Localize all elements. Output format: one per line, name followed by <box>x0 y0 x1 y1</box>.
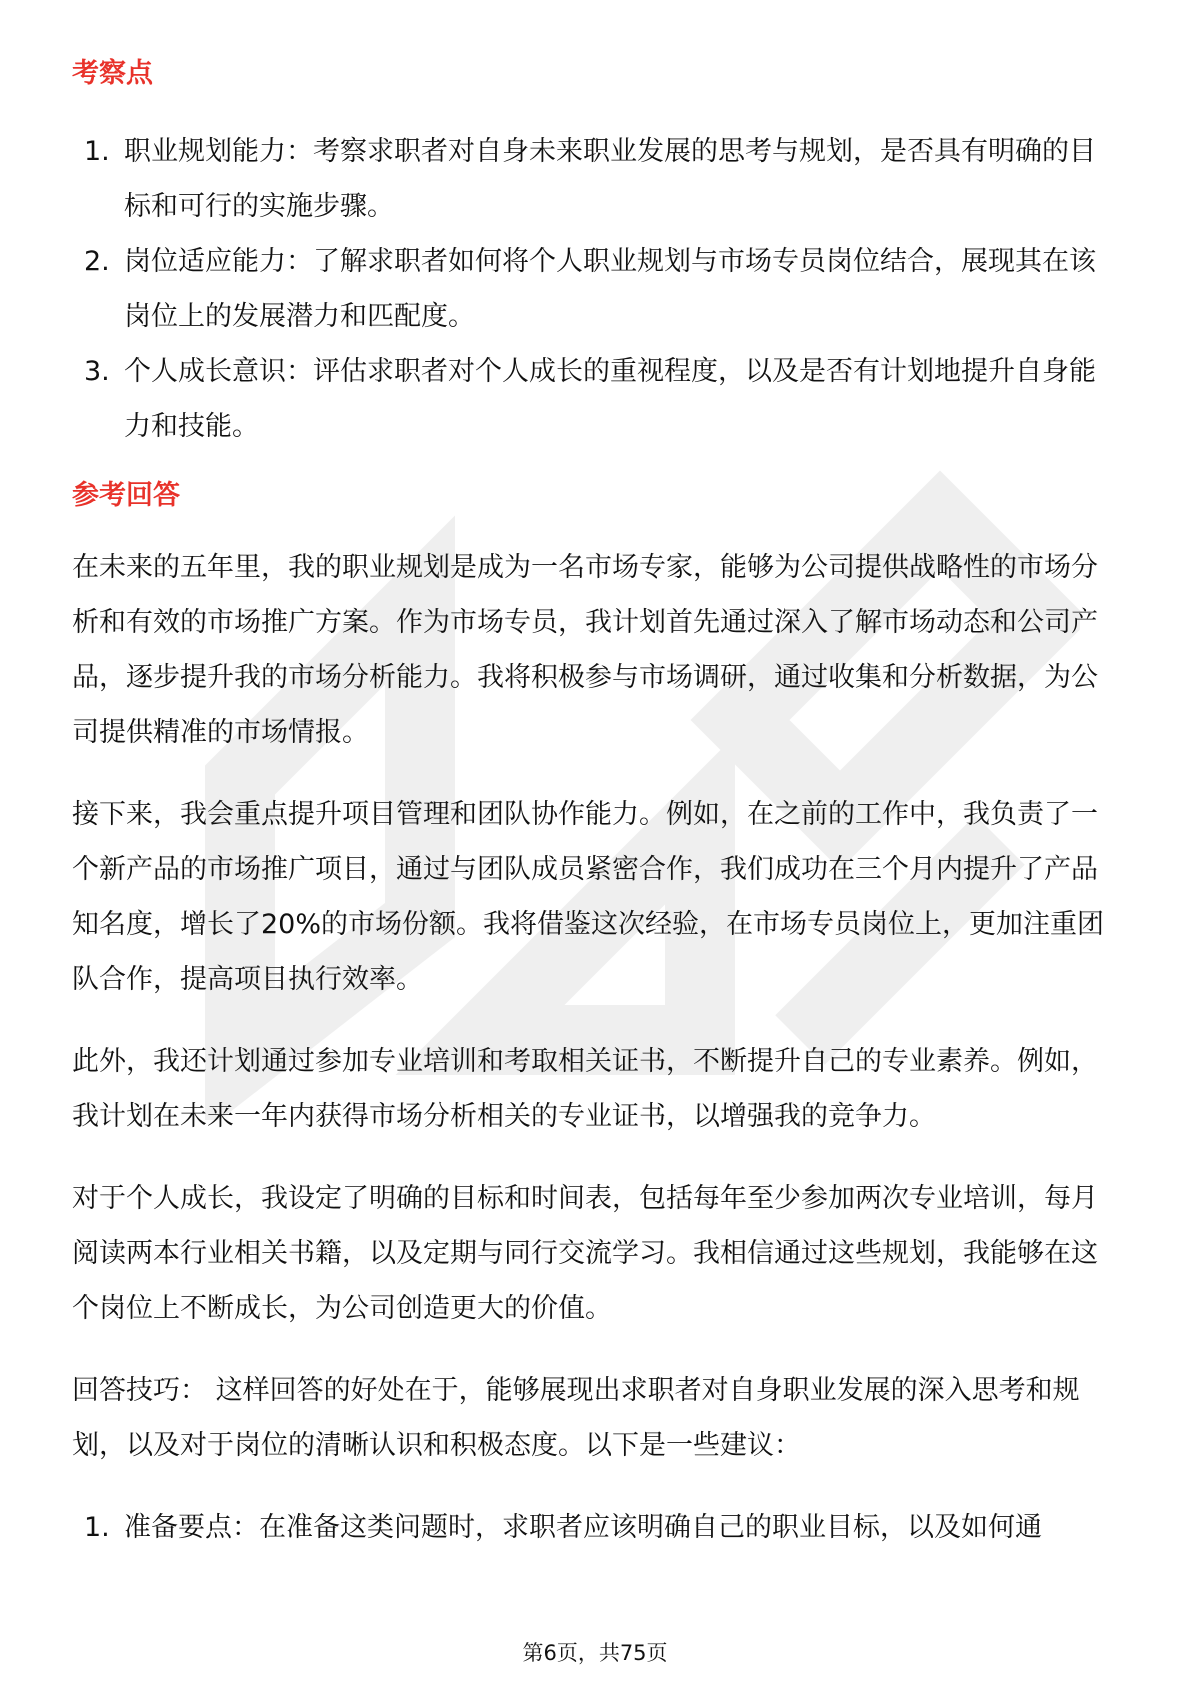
answer-paragraph: 在未来的五年里，我的职业规划是成为一名市场专家，能够为公司提供战略性的市场分析和有效的市场推广方案。作为市场专员，我计划首先通过深入了解市场动态和公司产品，逐步提升我的市场分析能力。我将积极参与市场调研，通过收集和分析数据，为公司提供精准的市场情报。 <box>72 552 1098 748</box>
list-item <box>72 124 1122 234</box>
page-footer: 第6页，共75页 <box>522 1641 668 1665</box>
list-number: 3. <box>84 356 110 387</box>
list-number: 1. <box>84 1512 110 1543</box>
answer-paragraph: 此外，我还计划通过参加专业培训和考取相关证书，不断提升自己的专业素养。例如，我计划在未来一年内获得市场分析相关的专业证书，以增强我的竞争力。 <box>72 1046 1098 1132</box>
list-item-text: 准备要点：在准备这类问题时，求职者应该明确自己的职业目标，以及如何通 <box>124 1512 1042 1543</box>
list-item-text: 职业规划能力：考察求职者对自身未来职业发展的思考与规划，是否具有明确的目标和可行的实施步骤。 <box>124 136 1096 222</box>
list-item <box>72 344 1122 454</box>
list-item <box>72 1500 1122 1555</box>
tips-paragraph: 回答技巧： 这样回答的好处在于，能够展现出求职者对自身职业发展的深入思考和规划，以及对于岗位的清晰认识和积极态度。以下是一些建议： <box>72 1375 1080 1461</box>
points-list <box>72 124 1122 454</box>
points-heading: 考察点 <box>72 58 153 89</box>
list-item <box>72 234 1122 344</box>
answer-paragraph: 对于个人成长，我设定了明确的目标和时间表，包括每年至少参加两次专业培训，每月阅读两本行业相关书籍，以及定期与同行交流学习。我相信通过这些规划，我能够在这个岗位上不断成长，为公司创造更大的价值。 <box>72 1183 1098 1324</box>
document-body <box>72 48 1122 1555</box>
list-number: 1. <box>84 136 110 167</box>
list-number: 2. <box>84 246 110 277</box>
tips-list <box>72 1500 1122 1555</box>
answer-heading: 参考回答 <box>72 480 180 511</box>
list-item-text: 个人成长意识：评估求职者对个人成长的重视程度，以及是否有计划地提升自身能力和技能。 <box>124 356 1096 442</box>
answer-paragraph: 接下来，我会重点提升项目管理和团队协作能力。例如，在之前的工作中，我负责了一个新产品的市场推广项目，通过与团队成员紧密合作，我们成功在三个月内提升了产品知名度，增长了20%的市场份额。我将借鉴这次经验，在市场专员岗位上，更加注重团队合作，提高项目执行效率。 <box>72 799 1105 995</box>
list-item-text: 岗位适应能力：了解求职者如何将个人职业规划与市场专员岗位结合，展现其在该岗位上的发展潜力和匹配度。 <box>124 246 1096 332</box>
